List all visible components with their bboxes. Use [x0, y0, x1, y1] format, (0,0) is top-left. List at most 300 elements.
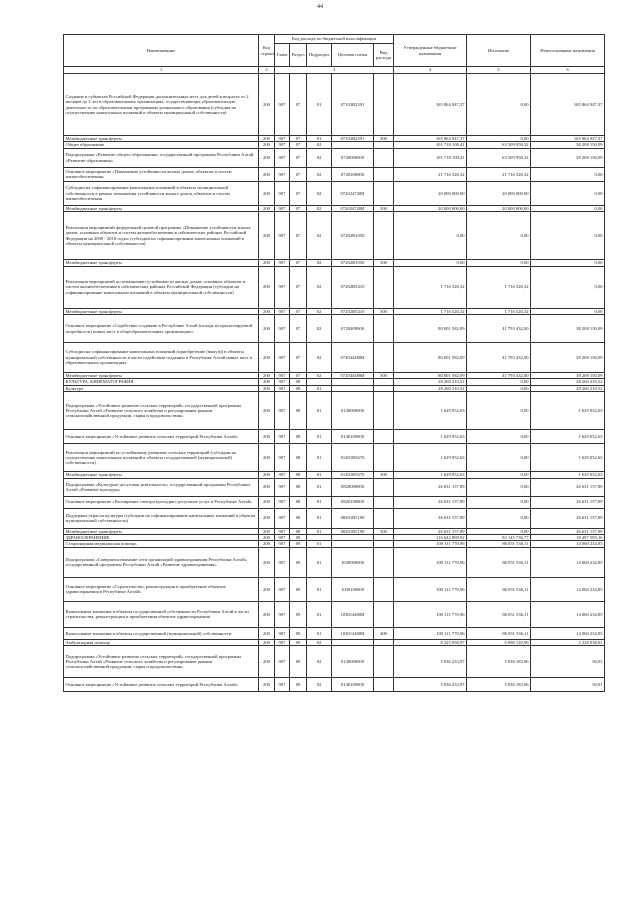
row-code: 200 [259, 639, 275, 645]
row-chapter: 907 [275, 444, 290, 472]
row-code: 200 [259, 373, 275, 379]
row-name: Общее образование [64, 142, 259, 148]
row-unexecuted: 38 208 150,09 [531, 315, 605, 343]
table-row [64, 392, 605, 430]
header-executed: Исполнено [467, 35, 531, 67]
row-chapter: 907 [275, 343, 290, 373]
row-unexecuted: 0,00 [531, 212, 605, 260]
row-chapter: 907 [275, 541, 290, 547]
row-expense-type: 400 [374, 627, 394, 639]
row-chapter: 907 [275, 181, 290, 205]
row-name: Межбюджетные трансферты [64, 373, 259, 379]
row-subsection: 02 [307, 148, 332, 167]
row-chapter: 907 [275, 430, 290, 444]
row-chapter: 907 [275, 167, 290, 181]
row-name: Межбюджетные трансферты [64, 308, 259, 314]
row-chapter: 907 [275, 535, 290, 541]
row-code: 200 [259, 385, 275, 391]
row-target-item: 07102R2591 [332, 74, 374, 136]
row-target-item: 072044480И [332, 373, 374, 379]
row-expense-type [374, 74, 394, 136]
row-code: 200 [259, 148, 275, 167]
row-subsection: 01 [307, 478, 332, 496]
row-name: Подпрограмма «Устойчивое развитие сельских территорий» государственной программы Республики Алтай «Развитие сельского хозяйства и регулирование рынков сельскохозяйственной продукции, сырья и продовольствия» [64, 646, 259, 678]
header-name: Наименование [64, 35, 259, 67]
row-name: Основное мероприятие «Устойчивое развитие сельских территорий Республики Алтай» [64, 678, 259, 692]
row-executed: 0,00 [467, 392, 531, 430]
row-approved: 28 260 210,52 [394, 379, 467, 385]
row-section: 08 [290, 379, 307, 385]
row-section: 09 [290, 646, 307, 678]
index-cell: 6 [531, 67, 605, 74]
row-executed: 41 793 432,00 [467, 373, 531, 379]
row-target-item: 0140000000 [332, 646, 374, 678]
row-subsection: 02 [307, 266, 332, 308]
row-name: Основное мероприятие «Содействие созданию в Республике Алтай (исходя из прогнозируемой потребности) новых мест в общеобразовательных организациях» [64, 315, 259, 343]
row-chapter: 907 [275, 528, 290, 534]
row-approved: 100 111 770,96 [394, 547, 467, 577]
row-executed: 86 051 536,11 [467, 577, 531, 601]
row-approved: 101 718 108,41 [394, 142, 467, 148]
row-executed: 63 509 958,32 [467, 142, 531, 148]
row-section: 07 [290, 167, 307, 181]
table-row [64, 181, 605, 205]
row-unexecuted: 0,00 [531, 205, 605, 211]
row-code: 200 [259, 266, 275, 308]
row-target-item: 08201R5190 [332, 528, 374, 534]
row-section: 09 [290, 541, 307, 547]
row-approved: 20 000 000,00 [394, 205, 467, 211]
row-approved: 1 716 526,32 [394, 266, 467, 308]
row-expense-type: 500 [374, 136, 394, 142]
row-section: 08 [290, 472, 307, 478]
header-target-item: Целевая статья [332, 44, 374, 67]
table-row [64, 315, 605, 343]
row-expense-type: 500 [374, 472, 394, 478]
table-row [64, 74, 605, 136]
row-unexecuted: 26 631 157,89 [531, 478, 605, 496]
row-section: 07 [290, 343, 307, 373]
row-unexecuted: 165 864 947,37 [531, 136, 605, 142]
row-chapter: 907 [275, 315, 290, 343]
row-section: 09 [290, 577, 307, 601]
row-approved: 165 864 947,37 [394, 74, 467, 136]
row-expense-type [374, 496, 394, 508]
row-expense-type [374, 392, 394, 430]
row-expense-type [374, 508, 394, 528]
row-expense-type [374, 478, 394, 496]
row-section: 08 [290, 496, 307, 508]
row-approved: 8 325 058,97 [394, 639, 467, 645]
row-section: 07 [290, 205, 307, 211]
row-target-item: 08201R5190 [332, 508, 374, 528]
row-target-item: 0140100000 [332, 430, 374, 444]
row-section: 07 [290, 212, 307, 260]
row-expense-type [374, 181, 394, 205]
row-approved: 28 260 210,52 [394, 385, 467, 391]
row-subsection: 01 [307, 547, 332, 577]
row-expense-type [374, 430, 394, 444]
row-name: Реализация мероприятий федеральной целевой программы «Повышение устойчивости жилых домов, основных объектов и систем жизнеобеспечения в сейсмических районах Российской Федерации на 2009 - 2018 годы» (субсидии на софинансирование капитальных вложений в объекты муниципальной собственности) [64, 212, 259, 260]
table-row [64, 478, 605, 496]
row-name: Основное мероприятие «Повышение устойчивости жилых домов, объектов и систем жизнеобеспечения» [64, 167, 259, 181]
table-row [64, 343, 605, 373]
row-approved: 80 001 582,09 [394, 373, 467, 379]
row-code: 200 [259, 577, 275, 601]
row-code: 200 [259, 136, 275, 142]
row-approved: 26 631 157,89 [394, 496, 467, 508]
row-executed: 1 716 526,32 [467, 266, 531, 308]
row-name: Поддержка отрасли культуры (субсидии на софинансирование капитальных вложений в объекты муниципальной собственности) [64, 508, 259, 528]
row-section: 08 [290, 430, 307, 444]
header-section: Раздел [290, 44, 307, 67]
row-unexecuted: 38 208 150,09 [531, 148, 605, 167]
row-unexecuted: 14 060 234,85 [531, 577, 605, 601]
row-executed: 1 716 526,32 [467, 308, 531, 314]
row-executed: 0,00 [467, 260, 531, 266]
row-target-item: 072024720И [332, 181, 374, 205]
row-subsection: 02 [307, 646, 332, 678]
row-code: 200 [259, 315, 275, 343]
row-section: 09 [290, 639, 307, 645]
row-expense-type: 500 [374, 528, 394, 534]
row-chapter: 907 [275, 136, 290, 142]
row-section: 07 [290, 181, 307, 205]
row-section: 08 [290, 392, 307, 430]
row-section: 07 [290, 308, 307, 314]
row-unexecuted: 0,00 [531, 167, 605, 181]
table-row [64, 577, 605, 601]
row-expense-type: 500 [374, 373, 394, 379]
budget-execution-table [63, 34, 605, 692]
row-executed: 21 716 526,32 [467, 167, 531, 181]
row-section: 08 [290, 508, 307, 528]
row-code: 200 [259, 308, 275, 314]
row-unexecuted: 18 497 583,16 [531, 535, 605, 541]
row-expense-type: 500 [374, 205, 394, 211]
row-target-item: 01401R5670 [332, 444, 374, 472]
table-row [64, 148, 605, 167]
row-chapter: 907 [275, 547, 290, 577]
row-executed: 0,00 [467, 478, 531, 496]
row-approved: 100 111 770,96 [394, 601, 467, 627]
table-row [64, 496, 605, 508]
row-approved: 116 642 869,92 [394, 535, 467, 541]
row-chapter: 907 [275, 508, 290, 528]
row-expense-type [374, 212, 394, 260]
header-budget-codes: Код расхода по бюджетной классификации [275, 35, 394, 44]
row-approved: 1 629 052,63 [394, 444, 467, 472]
row-unexecuted: 1 629 052,63 [531, 472, 605, 478]
row-section: 09 [290, 601, 307, 627]
row-target-item: 0720200000 [332, 167, 374, 181]
row-subsection: 01 [307, 577, 332, 601]
row-expense-type [374, 148, 394, 167]
row-executed: 86 051 536,11 [467, 547, 531, 577]
row-name: Капитальные вложения в объекты государственной собственности Республики Алтай в части строительства, реконструкции и приобретения объектов здравоохранения [64, 601, 259, 627]
row-executed: 0,00 [467, 496, 531, 508]
row-executed: 0,00 [467, 379, 531, 385]
row-name: Капитальные вложения в объекты государственной (муниципальной) собственности [64, 627, 259, 639]
table-row [64, 627, 605, 639]
row-approved: 1 629 052,63 [394, 392, 467, 430]
row-target-item: 01401R5670 [332, 472, 374, 478]
row-approved: 0,00 [394, 212, 467, 260]
row-executed: 41 793 432,00 [467, 315, 531, 343]
row-chapter: 907 [275, 577, 290, 601]
row-chapter: 907 [275, 205, 290, 211]
row-approved: 1 629 052,63 [394, 472, 467, 478]
row-target-item: 072024720И [332, 205, 374, 211]
index-cell: 4 [394, 67, 467, 74]
row-code: 200 [259, 181, 275, 205]
row-name: Стационарная медицинская помощь [64, 541, 259, 547]
table-row [64, 508, 605, 528]
row-expense-type: 500 [374, 308, 394, 314]
row-expense-type [374, 601, 394, 627]
row-chapter: 907 [275, 148, 290, 167]
row-executed: 86 051 536,11 [467, 541, 531, 547]
row-target-item: 07202R5410 [332, 266, 374, 308]
row-section: 09 [290, 678, 307, 692]
row-name: Амбулаторная помощь [64, 639, 259, 645]
row-section: 07 [290, 148, 307, 167]
row-unexecuted: 28 260 210,52 [531, 379, 605, 385]
row-chapter: 907 [275, 392, 290, 430]
row-name: Субсидии на софинансирование капитальных вложений (приобретение (выкуп)) в объекты муниципальной собственности в части содействия созданию в Республике Алтай новых мест в образовательных организациях [64, 343, 259, 373]
row-subsection: 01 [307, 528, 332, 534]
row-approved: 80 001 582,09 [394, 343, 467, 373]
row-code: 200 [259, 343, 275, 373]
row-executed: 0,00 [467, 528, 531, 534]
index-cell: 3 [275, 67, 394, 74]
row-executed: 0,00 [467, 212, 531, 260]
row-section: 07 [290, 136, 307, 142]
row-chapter: 907 [275, 142, 290, 148]
row-section: 09 [290, 535, 307, 541]
row-subsection: 02 [307, 142, 332, 148]
row-code: 200 [259, 508, 275, 528]
row-name: Создание в субъектах Российской Федерации дополнительных мест для детей в возрасте от 2 месяцев до 3 лет в образовательных организациях, осуществляющих образовательную деятельность по образовательным программам дошкольного образования (субсидия на осуществление капитальных вложений в объекты муниципальной собственности) [64, 74, 259, 136]
row-executed: 0,00 [467, 385, 531, 391]
row-approved: 100 111 770,96 [394, 627, 467, 639]
row-code: 200 [259, 74, 275, 136]
row-subsection: 01 [307, 508, 332, 528]
row-executed: 20 000 000,00 [467, 181, 531, 205]
row-target-item: 103014400И [332, 627, 374, 639]
row-chapter: 907 [275, 385, 290, 391]
row-unexecuted: 28 260 210,52 [531, 385, 605, 391]
row-unexecuted: 14 060 234,85 [531, 627, 605, 639]
table-body [64, 74, 605, 692]
row-subsection: 01 [307, 627, 332, 639]
row-code: 200 [259, 627, 275, 639]
row-code: 200 [259, 167, 275, 181]
row-approved: 1 716 526,32 [394, 308, 467, 314]
row-unexecuted: 50,01 [531, 646, 605, 678]
row-section: 08 [290, 478, 307, 496]
row-expense-type [374, 167, 394, 181]
row-subsection: 01 [307, 385, 332, 391]
header-expense-type: Вид расхода [374, 44, 394, 67]
row-section: 08 [290, 385, 307, 391]
row-code: 200 [259, 205, 275, 211]
row-expense-type [374, 646, 394, 678]
row-executed: 0,00 [467, 444, 531, 472]
row-unexecuted: 14 060 234,85 [531, 601, 605, 627]
row-subsection: 02 [307, 212, 332, 260]
row-subsection: 02 [307, 315, 332, 343]
row-executed: 63 509 958,32 [467, 148, 531, 167]
row-approved: 26 631 157,89 [394, 508, 467, 528]
row-subsection: 01 [307, 430, 332, 444]
row-code: 200 [259, 535, 275, 541]
row-approved: 101 718 108,41 [394, 148, 467, 167]
row-unexecuted: 14 060 234,85 [531, 547, 605, 577]
row-name: Субсидии на софинансирование капитальных вложений в объекты муниципальной собственности в рамках повышения устойчивости жилых домов, объектов и систем жизнеобеспечения [64, 181, 259, 205]
row-subsection: 02 [307, 167, 332, 181]
row-code: 200 [259, 142, 275, 148]
header-code: Код строки [259, 35, 275, 67]
row-executed: 5 036 183,96 [467, 646, 531, 678]
row-section: 09 [290, 627, 307, 639]
row-name: Межбюджетные трансферты [64, 205, 259, 211]
table-row [64, 646, 605, 678]
row-approved: 100 111 770,96 [394, 541, 467, 547]
row-approved: 26 631 157,89 [394, 478, 467, 496]
row-code: 200 [259, 541, 275, 547]
row-section: 09 [290, 547, 307, 577]
row-unexecuted: 0,00 [531, 260, 605, 266]
row-executed: 0,00 [467, 430, 531, 444]
row-chapter: 907 [275, 373, 290, 379]
row-executed: 0,00 [467, 508, 531, 528]
row-executed: 41 793 432,00 [467, 343, 531, 373]
row-executed: 0,00 [467, 472, 531, 478]
row-subsection: 01 [307, 472, 332, 478]
row-subsection: 02 [307, 678, 332, 692]
row-target-item: 1030100000 [332, 577, 374, 601]
row-expense-type [374, 315, 394, 343]
row-approved: 100 111 770,96 [394, 577, 467, 601]
row-target-item: 07102R2591 [332, 136, 374, 142]
row-target-item: 0140000000 [332, 392, 374, 430]
page-number: 44 [317, 4, 323, 10]
row-expense-type [374, 266, 394, 308]
row-code: 200 [259, 260, 275, 266]
row-subsection: 01 [307, 444, 332, 472]
row-section: 07 [290, 373, 307, 379]
row-approved: 80 001 582,09 [394, 315, 467, 343]
table-row [64, 678, 605, 692]
row-unexecuted: 14 060 234,85 [531, 541, 605, 547]
row-subsection: 02 [307, 639, 332, 645]
row-subsection: 02 [307, 343, 332, 373]
table-row [64, 167, 605, 181]
row-target-item: 0720400000 [332, 315, 374, 343]
row-name: Межбюджетные трансферты [64, 136, 259, 142]
index-cell: 1 [64, 67, 259, 74]
row-code: 200 [259, 601, 275, 627]
row-target-item: 0720000000 [332, 148, 374, 167]
row-target-item: 0820100000 [332, 496, 374, 508]
row-subsection: 02 [307, 181, 332, 205]
row-code: 200 [259, 444, 275, 472]
row-chapter: 907 [275, 260, 290, 266]
row-approved: 0,00 [394, 260, 467, 266]
row-executed: 20 000 000,00 [467, 205, 531, 211]
row-approved: 20 000 000,00 [394, 181, 467, 205]
row-subsection: 02 [307, 205, 332, 211]
row-expense-type: 500 [374, 260, 394, 266]
row-expense-type [374, 547, 394, 577]
row-name: Основное мероприятие «Расширение спектра культурно-досуговых услуг в Республике Алтай» [64, 496, 259, 508]
row-chapter: 907 [275, 308, 290, 314]
row-code: 200 [259, 212, 275, 260]
row-chapter: 907 [275, 472, 290, 478]
row-name: Подпрограмма «Развитие общего образования» государственной программы Республики Алтай «Развитие образования» [64, 148, 259, 167]
row-subsection: 02 [307, 373, 332, 379]
row-unexecuted: 165 864 947,37 [531, 74, 605, 136]
row-unexecuted: 0,00 [531, 308, 605, 314]
row-subsection: 02 [307, 308, 332, 314]
row-unexecuted: 38 208 150,09 [531, 343, 605, 373]
row-unexecuted: 38 208 150,09 [531, 142, 605, 148]
table-row [64, 547, 605, 577]
row-executed: 0,00 [467, 136, 531, 142]
row-target-item: 07202R5410 [332, 308, 374, 314]
table-row [64, 212, 605, 260]
index-cell: 5 [467, 67, 531, 74]
row-name: Культура [64, 385, 259, 391]
row-executed: 92 145 736,77 [467, 535, 531, 541]
row-unexecuted: 26 631 157,89 [531, 496, 605, 508]
row-unexecuted: 0,00 [531, 181, 605, 205]
row-subsection: 01 [307, 601, 332, 627]
row-subsection: 01 [307, 541, 332, 547]
header-chapter: Глава [275, 44, 290, 67]
row-executed: 86 051 536,11 [467, 601, 531, 627]
row-name: Основное мероприятие «Строительство, реконструкция и приобретение объектов здравоохранения в Республике Алтай» [64, 577, 259, 601]
row-chapter: 907 [275, 639, 290, 645]
table-row [64, 430, 605, 444]
row-section: 08 [290, 528, 307, 534]
row-code: 200 [259, 547, 275, 577]
row-target-item: 103014400И [332, 601, 374, 627]
row-unexecuted: 1 629 052,63 [531, 392, 605, 430]
row-code: 200 [259, 379, 275, 385]
row-section: 07 [290, 315, 307, 343]
row-expense-type [374, 343, 394, 373]
row-subsection: 01 [307, 74, 332, 136]
row-code: 200 [259, 646, 275, 678]
row-code: 200 [259, 392, 275, 430]
row-unexecuted: 1 629 052,63 [531, 430, 605, 444]
header-unexecuted: Неисполненные назначения [531, 35, 605, 67]
row-unexecuted: 0,00 [531, 266, 605, 308]
row-chapter: 907 [275, 601, 290, 627]
row-name: Подпрограмма «Совершенствование сети организаций здравоохранения Республики Алтай» государственной программы Республики Алтай «Развитие здравоохранения» [64, 547, 259, 577]
row-target-item: 1030000000 [332, 547, 374, 577]
row-name: Основное мероприятие «Устойчивое развитие сельских территорий Республики Алтай» [64, 430, 259, 444]
row-executed: 6 096 120,96 [467, 639, 531, 645]
row-subsection: 01 [307, 496, 332, 508]
row-chapter: 907 [275, 678, 290, 692]
row-expense-type [374, 444, 394, 472]
row-unexecuted: 2 228 938,01 [531, 639, 605, 645]
row-unexecuted: 1 629 052,63 [531, 444, 605, 472]
row-name: ЗДРАВООХРАНЕНИЕ [64, 535, 259, 541]
